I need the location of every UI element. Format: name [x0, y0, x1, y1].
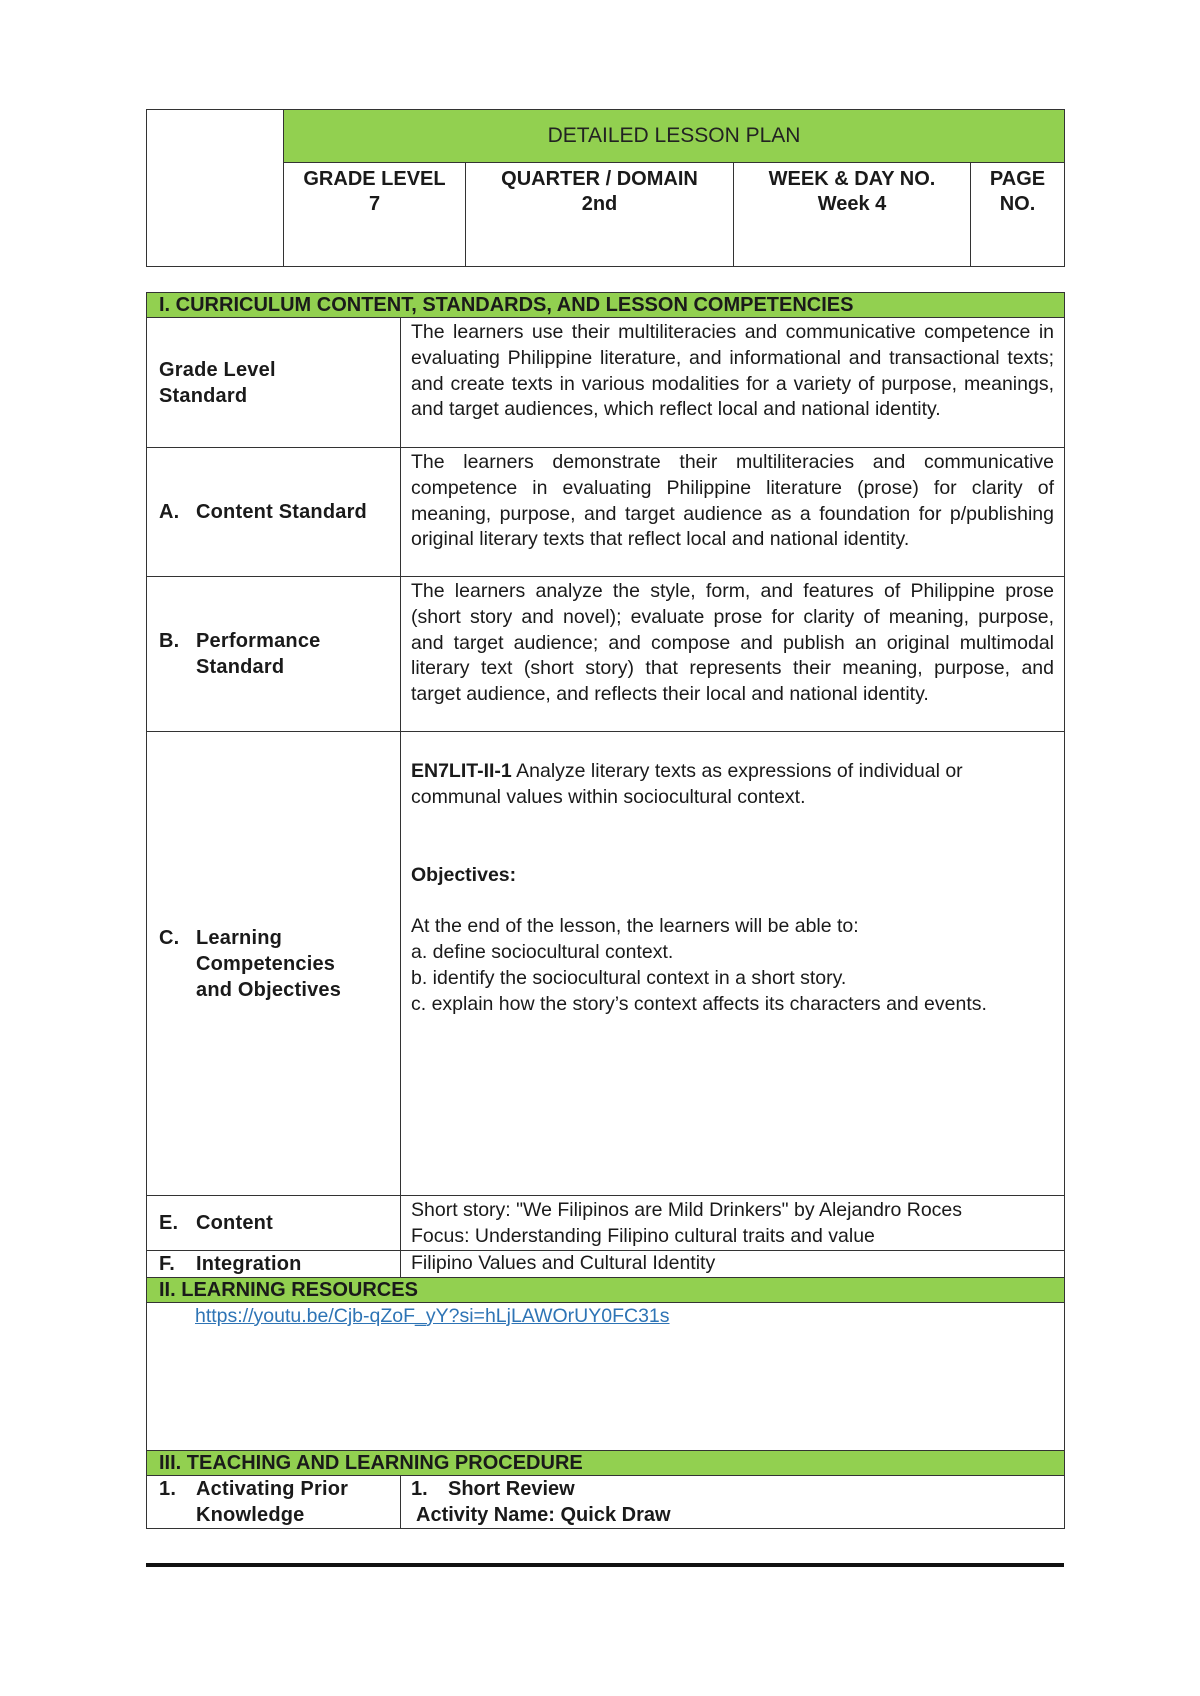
performance-standard-num: B.: [159, 630, 180, 652]
section-1-header: I. CURRICULUM CONTENT, STANDARDS, AND LESSON COMPETENCIES: [147, 293, 1065, 318]
learning-competencies-num: C.: [159, 926, 180, 949]
learning-competencies-label-line-3: and Objectives: [196, 978, 342, 1001]
activating-label-line-1: Activating Prior: [196, 1477, 349, 1500]
objective-item-a: a. define sociocultural context.: [411, 941, 674, 964]
integration-label-text: Integration: [196, 1252, 302, 1275]
section-3-header: III. TEACHING AND LEARNING PROCEDURE: [147, 1450, 1065, 1475]
content-standard-text: The learners demonstrate their multiliteracies and communicative competence in evaluating Philippine literature (prose) for clarity of meaning, purpose, and target audience as a foundation for p/publishing original literary texts that reflect local and national identity.: [401, 448, 1065, 577]
grade-level-value: 7: [368, 193, 381, 215]
content-standard-num: A.: [159, 501, 180, 523]
learning-resources-cell: [147, 1302, 1065, 1450]
activating-prior-knowledge-label: [147, 1475, 401, 1528]
integration-label: [147, 1250, 401, 1277]
activating-num: 1.: [159, 1477, 177, 1500]
learning-competencies-label-line-1: Learning: [196, 926, 283, 949]
performance-standard-label-line-1: Performance: [196, 630, 321, 652]
header-table: [146, 109, 1065, 267]
main-table: [146, 292, 1065, 1529]
competency-code: EN7LIT-II-1: [411, 760, 512, 782]
short-review-title: Short Review: [448, 1477, 575, 1500]
quarter-value: 2nd: [581, 193, 618, 215]
integration-num: F.: [159, 1252, 175, 1275]
learning-resource-link[interactable]: https://youtu.be/Cjb-qZoF_yY?si=hLjLAWOrUY0FC31s: [195, 1304, 670, 1327]
performance-standard-text: The learners analyze the style, form, and features of Philippine prose (short story and novel); evaluate prose for clarity of meaning, purpose, and target audience; and compose and publish an original multimodal literary text (short story) that represents their meaning, purpose, and target audience, and reflects their local and national identity.: [401, 577, 1065, 732]
content-label: [147, 1196, 401, 1251]
grade-level-standard-label-line-1: Grade Level: [159, 358, 276, 381]
objectives-heading: Objectives:: [411, 863, 517, 886]
content-standard-label: [147, 448, 401, 577]
content-standard-label-text: Content Standard: [196, 501, 367, 523]
quarter-label: QUARTER / DOMAIN: [501, 168, 698, 190]
activating-label-line-2: Knowledge: [196, 1503, 305, 1526]
learning-competencies-label: [147, 732, 401, 1196]
integration-text: Filipino Values and Cultural Identity: [401, 1250, 1065, 1277]
grade-level-standard-text: The learners use their multiliteracies and communicative competence in evaluating Philippine literature, and informational and transactional texts; and create texts in various modalities for a variety of purpose, meanings, and target audiences, which reflect local and national identity.: [401, 318, 1065, 448]
grade-level-label: GRADE LEVEL: [303, 168, 446, 190]
week-cell: [734, 163, 971, 267]
content-line-2: Focus: Understanding Filipino cultural traits and value: [411, 1224, 875, 1247]
objective-item-c: c. explain how the story’s context affects its characters and events.: [411, 992, 987, 1015]
performance-standard-label: [147, 577, 401, 732]
grade-level-standard-label: [147, 318, 401, 448]
section-2-header: II. LEARNING RESOURCES: [147, 1277, 1065, 1302]
content-num: E.: [159, 1211, 179, 1234]
page-label-line-2: NO.: [999, 193, 1036, 215]
performance-standard-label-line-2: Standard: [196, 656, 285, 678]
content-label-text: Content: [196, 1211, 273, 1234]
week-label: WEEK & DAY NO.: [768, 168, 936, 190]
grade-level-standard-label-line-2: Standard: [159, 384, 248, 407]
content-text: [401, 1196, 1065, 1251]
activating-prior-knowledge-content: [401, 1475, 1065, 1528]
activity-name: Activity Name: Quick Draw: [416, 1503, 671, 1526]
quarter-cell: [466, 163, 734, 267]
page-label-line-1: PAGE: [989, 168, 1046, 190]
objectives-intro: At the end of the lesson, the learners will be able to:: [411, 915, 859, 938]
logo-cell: [147, 110, 284, 267]
week-value: Week 4: [817, 193, 887, 215]
bottom-rule: [146, 1563, 1064, 1567]
objective-item-b: b. identify the sociocultural context in a short story.: [411, 966, 847, 989]
learning-competencies-label-line-2: Competencies: [196, 952, 336, 975]
competency-text: Analyze literary texts as expressions of individual or communal values within sociocultural context.: [411, 760, 963, 808]
page-no-cell: [971, 163, 1065, 267]
short-review-num: 1.: [411, 1477, 428, 1500]
content-line-1: Short story: "We Filipinos are Mild Drinkers" by Alejandro Roces: [411, 1199, 963, 1221]
learning-competencies-text: [401, 732, 1065, 1196]
grade-level-cell: [284, 163, 466, 267]
lesson-plan-banner: DETAILED LESSON PLAN: [284, 110, 1065, 163]
competency-paragraph: [411, 759, 1054, 811]
